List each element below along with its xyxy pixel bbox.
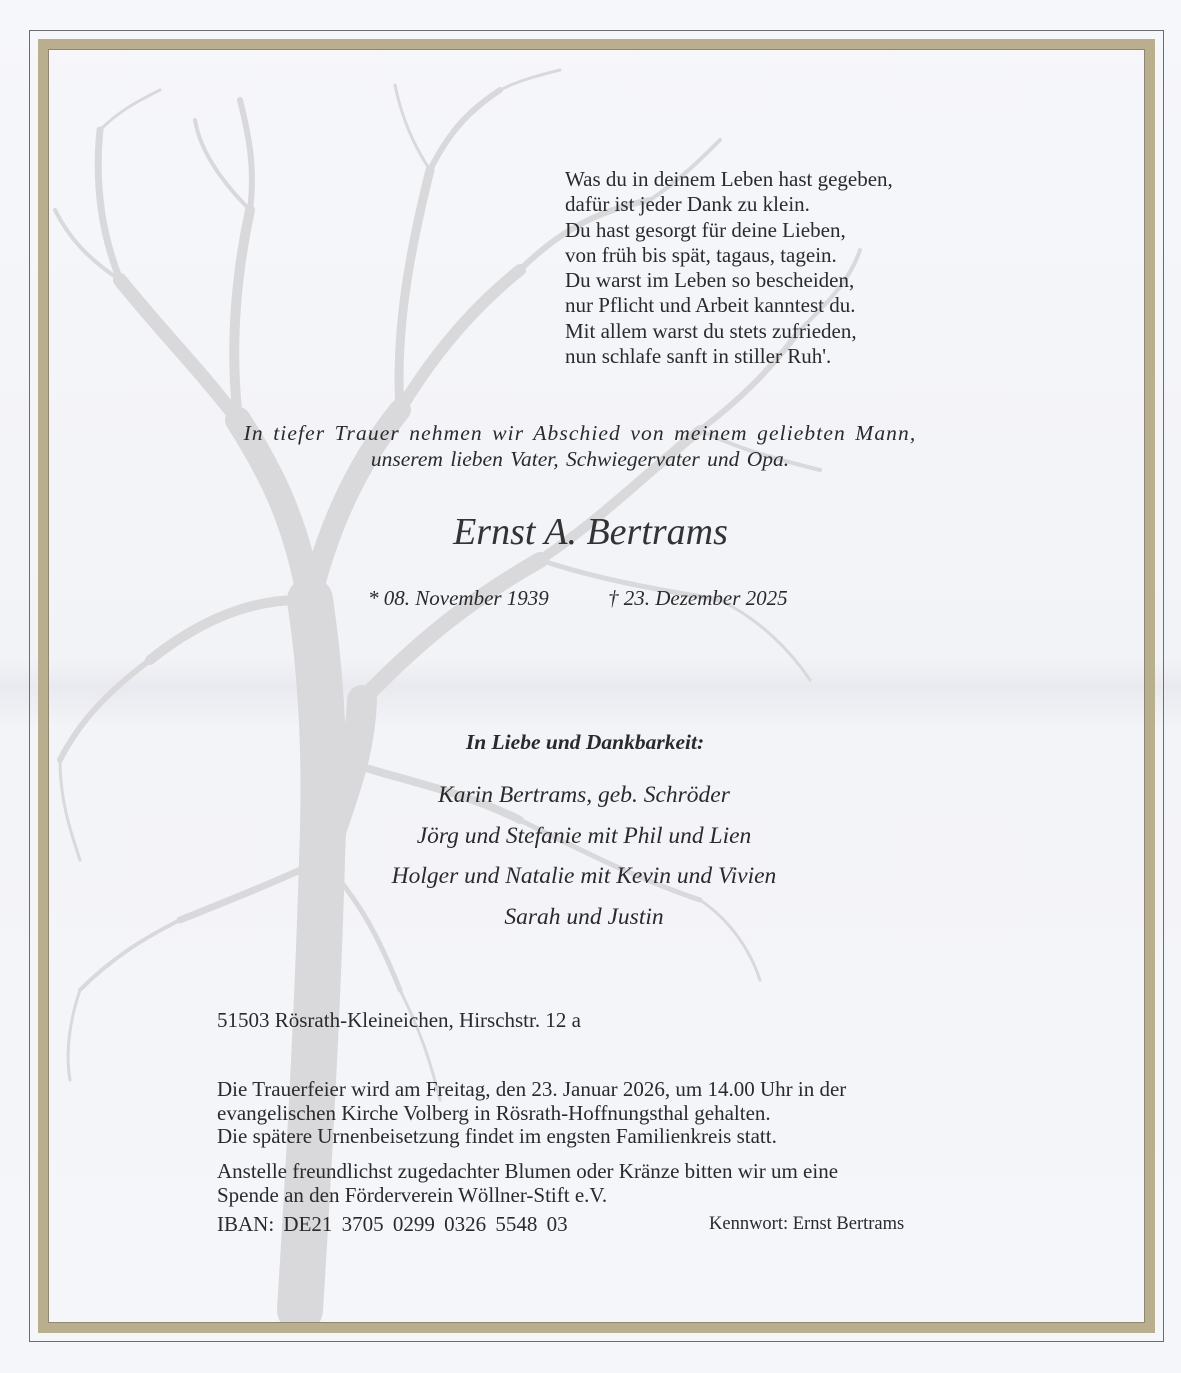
mourner-name: Karin Bertrams, geb. Schröder [438, 782, 730, 808]
poem-line: Du warst im Leben so bescheiden, [565, 268, 855, 293]
ceremony-line: Die Trauerfeier wird am Freitag, den 23. Januar 2026, um 14.00 Uhr in der [217, 1077, 847, 1101]
birth-date: * 08. November 1939 [368, 586, 549, 610]
poem-line: dafür ist jeder Dank zu klein. [565, 192, 810, 217]
announcement-line: unserem lieben Vater, Schwiegervater und Opa. [370, 447, 790, 471]
mourner-name: Sarah und Justin [504, 904, 664, 931]
deceased-name: Ernst A. Bertrams [453, 511, 728, 553]
mourner-name: Jörg und Stefanie mit Phil und Lien [416, 822, 752, 849]
ceremony-details [217, 1078, 846, 1149]
mourning-announcement [180, 420, 980, 472]
poem-line: nun schlafe sanft in stiller Ruh'. [565, 344, 832, 369]
poem-line: Du hast gesorgt für deine Lieben, [565, 217, 846, 242]
mourners-list [0, 775, 1168, 938]
iban: IBAN: DE21 3705 0299 0326 5548 03 [217, 1212, 568, 1236]
ceremony-line: evangelischen Kirche Volberg in Rösrath-Hoffnungsthal gehalten. [217, 1100, 771, 1125]
mourners-heading: In Liebe und Dankbarkeit: [465, 730, 705, 754]
donation-request [217, 1160, 838, 1207]
payment-keyword: Kennwort: Ernst Bertrams [709, 1214, 905, 1234]
poem-line: Mit allem warst du stets zufrieden, [565, 318, 857, 343]
death-date: † 23. Dezember 2025 [608, 586, 788, 610]
donation-line: Anstelle freundlichst zugedachter Blumen oder Kränze bitten wir um eine [217, 1159, 839, 1183]
memorial-poem [565, 167, 893, 369]
poem-line: Was du in deinem Leben hast gegeben, [565, 167, 893, 191]
donation-line: Spende an den Förderverein Wöllner-Stift e.V. [217, 1182, 608, 1207]
announcement-line: In tiefer Trauer nehmen wir Abschied von meinem geliebten Mann, [243, 421, 917, 445]
ceremony-line: Die spätere Urnenbeisetzung findet im engsten Familienkreis statt. [217, 1124, 777, 1148]
poem-line: nur Pflicht und Arbeit kanntest du. [565, 293, 856, 318]
family-address: 51503 Rösrath-Kleineichen, Hirschstr. 12 a [217, 1008, 581, 1032]
mourner-name: Holger und Natalie mit Kevin und Vivien [391, 863, 777, 890]
poem-line: von früh bis spät, tagaus, tagein. [565, 242, 837, 267]
